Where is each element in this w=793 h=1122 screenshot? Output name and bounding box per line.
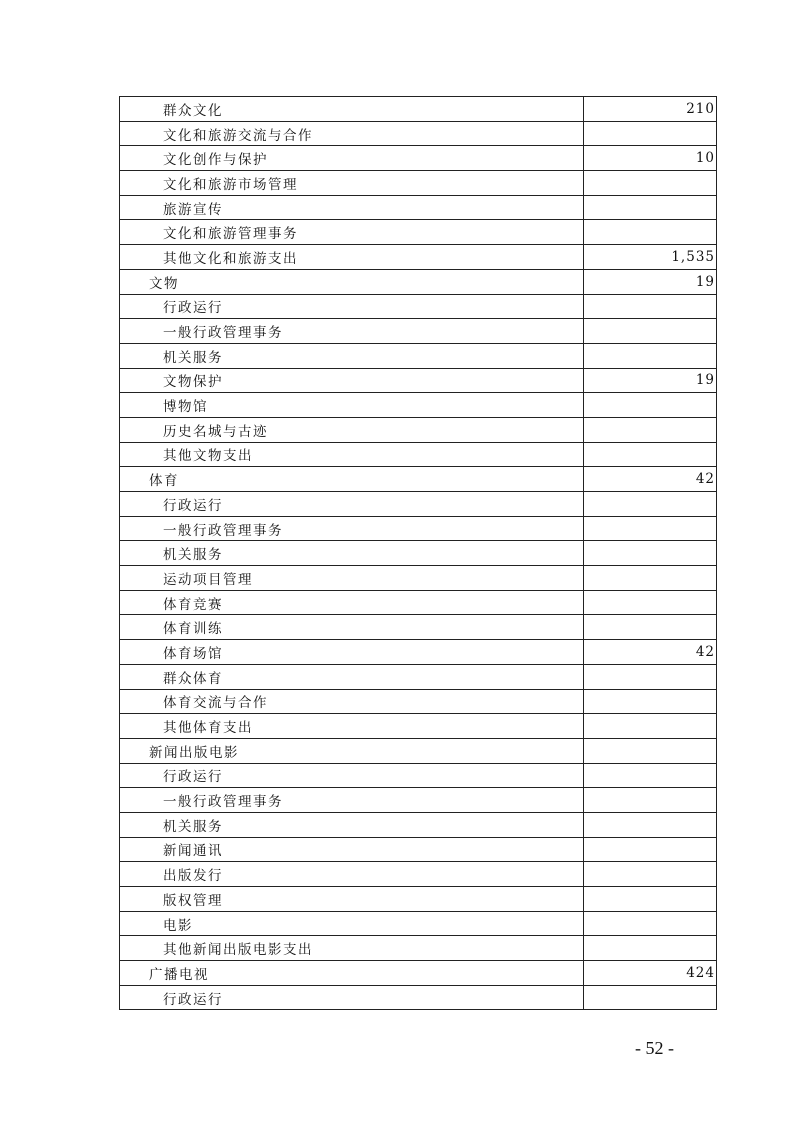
amount-cell xyxy=(584,911,717,936)
table-row xyxy=(120,516,717,541)
table-row xyxy=(120,936,717,961)
table-row xyxy=(120,97,717,122)
amount-cell xyxy=(584,319,717,344)
amount-cell xyxy=(584,788,717,813)
table-row xyxy=(120,664,717,689)
table-row xyxy=(120,171,717,196)
item-name-cell: 博物馆 xyxy=(120,393,584,418)
item-name-cell: 机关服务 xyxy=(120,541,584,566)
table-row xyxy=(120,985,717,1010)
table-row xyxy=(120,640,717,665)
table-row xyxy=(120,245,717,270)
category-name-cell: 体育 xyxy=(120,467,584,492)
amount-cell xyxy=(584,590,717,615)
amount-cell xyxy=(584,763,717,788)
amount-cell xyxy=(584,343,717,368)
amount-cell xyxy=(584,541,717,566)
item-name-cell: 其他文化和旅游支出 xyxy=(120,245,584,270)
amount-cell xyxy=(584,417,717,442)
item-name-cell: 一般行政管理事务 xyxy=(120,788,584,813)
item-name-cell: 行政运行 xyxy=(120,763,584,788)
table-row xyxy=(120,615,717,640)
table-row xyxy=(120,788,717,813)
table-row xyxy=(120,442,717,467)
amount-cell xyxy=(584,985,717,1010)
amount-cell xyxy=(584,812,717,837)
item-name-cell: 体育场馆 xyxy=(120,640,584,665)
table-row xyxy=(120,541,717,566)
table-row xyxy=(120,911,717,936)
item-name-cell: 新闻通讯 xyxy=(120,837,584,862)
item-name-cell: 电影 xyxy=(120,911,584,936)
table-row xyxy=(120,862,717,887)
table-row xyxy=(120,343,717,368)
expenditure-table-body xyxy=(120,97,717,1010)
table-row xyxy=(120,269,717,294)
amount-cell: 42 xyxy=(584,467,717,492)
amount-cell xyxy=(584,442,717,467)
amount-cell xyxy=(584,615,717,640)
table-row xyxy=(120,887,717,912)
item-name-cell: 一般行政管理事务 xyxy=(120,319,584,344)
table-row xyxy=(120,590,717,615)
item-name-cell: 运动项目管理 xyxy=(120,566,584,591)
table-row xyxy=(120,738,717,763)
amount-cell xyxy=(584,887,717,912)
item-name-cell: 历史名城与古迹 xyxy=(120,417,584,442)
amount-cell xyxy=(584,171,717,196)
item-name-cell: 群众文化 xyxy=(120,97,584,122)
item-name-cell: 文化和旅游管理事务 xyxy=(120,220,584,245)
table-row xyxy=(120,714,717,739)
amount-cell xyxy=(584,393,717,418)
amount-cell: 210 xyxy=(584,97,717,122)
item-name-cell: 行政运行 xyxy=(120,294,584,319)
item-name-cell: 一般行政管理事务 xyxy=(120,516,584,541)
table-row xyxy=(120,837,717,862)
amount-cell xyxy=(584,738,717,763)
amount-cell: 42 xyxy=(584,640,717,665)
page-number: - 52 - xyxy=(635,1038,674,1058)
amount-cell xyxy=(584,936,717,961)
table-row xyxy=(120,492,717,517)
amount-cell: 19 xyxy=(584,269,717,294)
amount-cell xyxy=(584,516,717,541)
item-name-cell: 机关服务 xyxy=(120,343,584,368)
item-name-cell: 群众体育 xyxy=(120,664,584,689)
amount-cell xyxy=(584,714,717,739)
table-row xyxy=(120,393,717,418)
category-name-cell: 广播电视 xyxy=(120,961,584,986)
amount-cell: 424 xyxy=(584,961,717,986)
amount-cell xyxy=(584,664,717,689)
item-name-cell: 机关服务 xyxy=(120,812,584,837)
table-row xyxy=(120,220,717,245)
amount-cell xyxy=(584,862,717,887)
item-name-cell: 文化创作与保护 xyxy=(120,146,584,171)
item-name-cell: 其他新闻出版电影支出 xyxy=(120,936,584,961)
item-name-cell: 文物保护 xyxy=(120,368,584,393)
amount-cell xyxy=(584,837,717,862)
amount-cell xyxy=(584,121,717,146)
table-row xyxy=(120,812,717,837)
amount-cell xyxy=(584,195,717,220)
amount-cell xyxy=(584,220,717,245)
item-name-cell: 体育交流与合作 xyxy=(120,689,584,714)
amount-cell: 1,535 xyxy=(584,245,717,270)
amount-cell xyxy=(584,492,717,517)
expenditure-table xyxy=(119,96,717,1010)
item-name-cell: 行政运行 xyxy=(120,985,584,1010)
item-name-cell: 文化和旅游市场管理 xyxy=(120,171,584,196)
item-name-cell: 旅游宣传 xyxy=(120,195,584,220)
item-name-cell: 行政运行 xyxy=(120,492,584,517)
item-name-cell: 体育训练 xyxy=(120,615,584,640)
item-name-cell: 版权管理 xyxy=(120,887,584,912)
table-row xyxy=(120,146,717,171)
amount-cell: 10 xyxy=(584,146,717,171)
table-row xyxy=(120,961,717,986)
category-name-cell: 新闻出版电影 xyxy=(120,738,584,763)
item-name-cell: 其他体育支出 xyxy=(120,714,584,739)
table-row xyxy=(120,121,717,146)
item-name-cell: 文化和旅游交流与合作 xyxy=(120,121,584,146)
table-row xyxy=(120,195,717,220)
item-name-cell: 出版发行 xyxy=(120,862,584,887)
item-name-cell: 其他文物支出 xyxy=(120,442,584,467)
table-row xyxy=(120,763,717,788)
amount-cell: 19 xyxy=(584,368,717,393)
amount-cell xyxy=(584,294,717,319)
amount-cell xyxy=(584,566,717,591)
table-row xyxy=(120,368,717,393)
amount-cell xyxy=(584,689,717,714)
table-row xyxy=(120,689,717,714)
table-row xyxy=(120,467,717,492)
table-row xyxy=(120,417,717,442)
item-name-cell: 体育竞赛 xyxy=(120,590,584,615)
category-name-cell: 文物 xyxy=(120,269,584,294)
table-row xyxy=(120,319,717,344)
table-row xyxy=(120,294,717,319)
table-row xyxy=(120,566,717,591)
